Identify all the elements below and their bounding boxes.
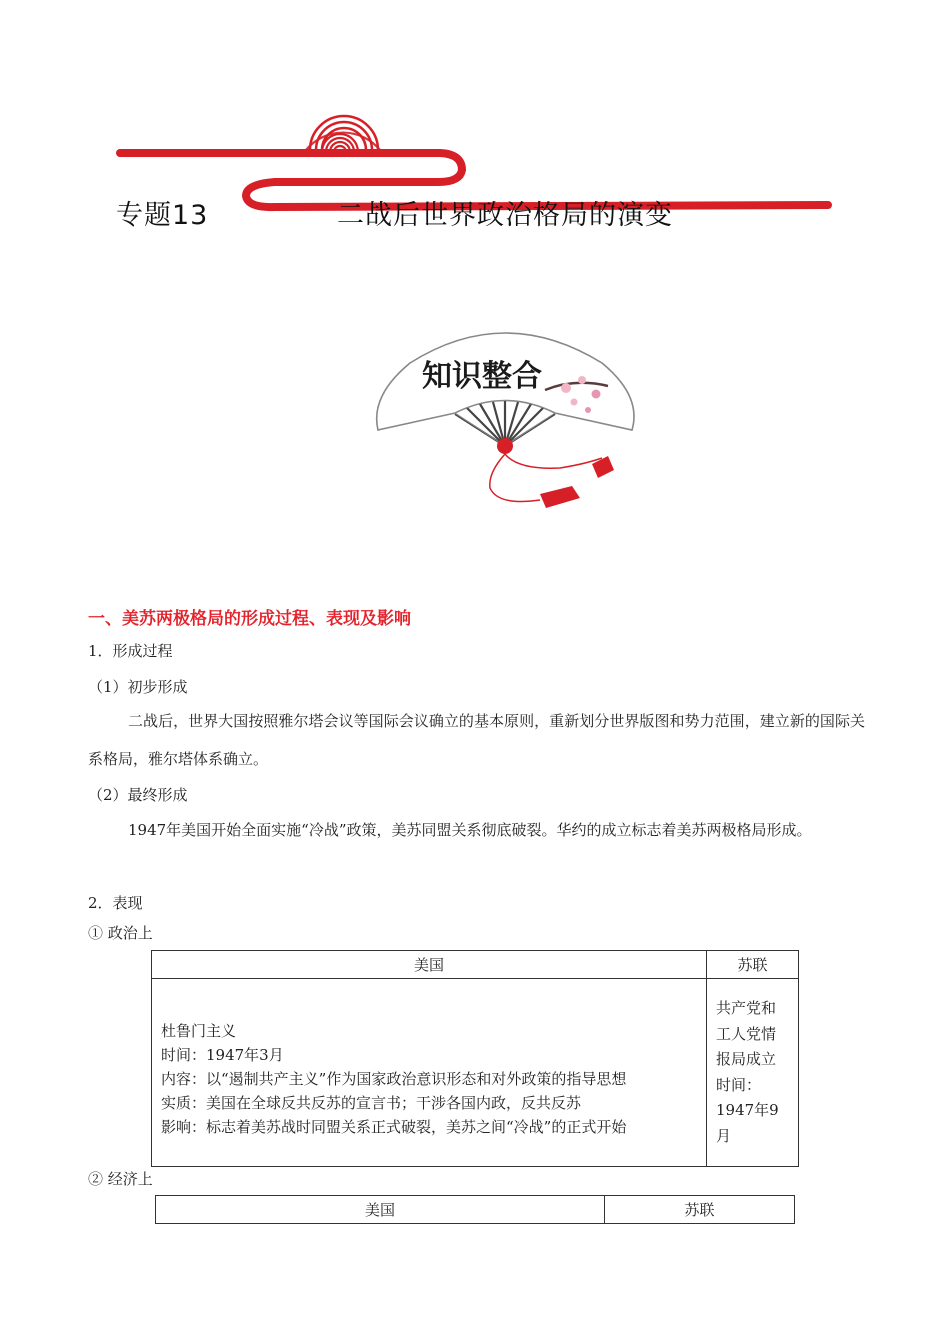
usa-political-cell: [152, 979, 707, 1167]
political-table: [151, 950, 799, 1167]
ussr-political-cell: [707, 979, 799, 1167]
subheading-manifestation: 2．表现: [88, 894, 143, 912]
usa-line: 杜鲁门主义: [161, 1021, 237, 1040]
section-heading: 一、美苏两极格局的形成过程、表现及影响: [88, 609, 411, 629]
usa-line: 时间：1947年3月: [161, 1045, 284, 1064]
paragraph-final: 1947年美国开始全面实施“冷战”政策，美苏同盟关系彻底破裂。华约的成立标志着美苏两极格局形成。: [128, 821, 812, 839]
usa-line: 影响：标志着美苏战时同盟关系正式破裂，美苏之间“冷战”的正式开始: [161, 1117, 627, 1136]
ussr-line: 时间：: [716, 1075, 762, 1094]
economic-table: [155, 1195, 795, 1224]
ussr-line: 1947年9: [716, 1101, 779, 1119]
economic-header-usa: 美国: [156, 1196, 605, 1224]
knowledge-banner-fan: [370, 318, 640, 518]
political-label: ① 政治上: [88, 924, 153, 942]
ussr-line: 共产党和: [716, 999, 777, 1017]
subheading-final: （2）最终形成: [88, 786, 188, 804]
subheading-initial: （1）初步形成: [88, 678, 188, 696]
table-header-usa: 美国: [152, 951, 707, 979]
subheading-formation: 1．形成过程: [88, 642, 173, 660]
ussr-line: 月: [716, 1126, 732, 1145]
page-title: 二战后世界政治格局的演变: [337, 200, 673, 231]
table-header-ussr: 苏联: [707, 951, 799, 979]
ussr-line: 报局成立: [716, 1050, 777, 1068]
topic-number: 专题13: [116, 200, 209, 231]
economic-label: ② 经济上: [88, 1170, 153, 1188]
economic-header-ussr: 苏联: [605, 1196, 795, 1224]
usa-line: 内容：以“遏制共产主义”作为国家政治意识形态和对外政策的指导思想: [161, 1069, 627, 1088]
usa-line: 实质：美国在全球反共反苏的宣言书；干涉各国内政，反共反苏: [161, 1093, 582, 1112]
paragraph-initial: 二战后，世界大国按照雅尔塔会议等国际会议确立的基本原则，重新划分世界版图和势力范围，建立新的国际关系格局，雅尔塔体系确立。: [88, 712, 865, 768]
ussr-line: 工人党情: [716, 1024, 777, 1043]
banner-title: 知识整合: [422, 359, 542, 394]
